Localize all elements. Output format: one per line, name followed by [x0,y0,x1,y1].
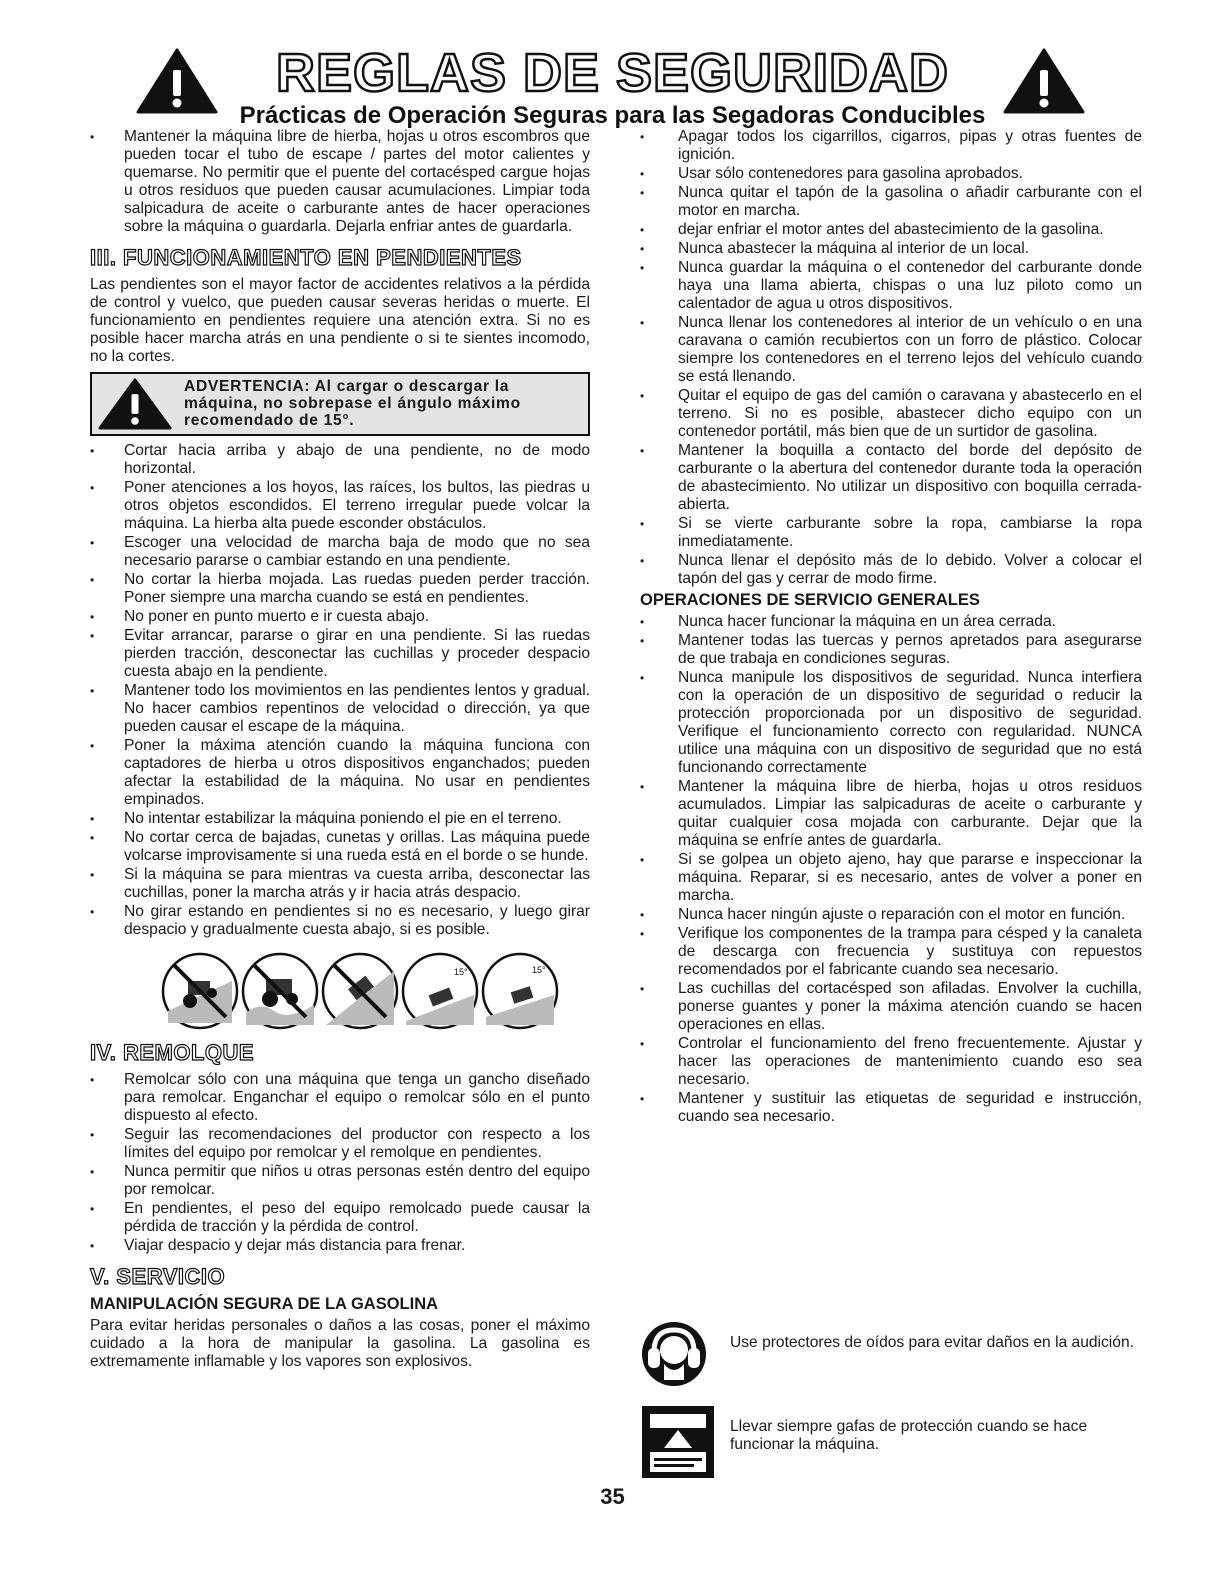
list-item: • Nunca llenar el depósito más de lo debido. Volver a colocar el tapón del gas y cerrar de modo firme. [640,552,1142,588]
warning-triangle-icon [98,378,172,430]
page-number: 35 [600,1484,625,1509]
max-slope-angle-icon [480,951,560,1031]
no-mowing-across-slope-icon [160,951,240,1031]
fuel-bullet-list [640,128,1142,588]
list-item: • Nunca llenar los contenedores al interior de un vehículo o en una caravana o camión recubiertos con un forro de plástico. Colocar siempre los contenedores en el terreno lejos del vehículo cuando se está llenando. [640,314,1142,386]
list-item: • Nunca quitar el tapón de la gasolina o añadir carburante con el motor en marcha. [640,184,1142,220]
list-item: • Evitar arrancar, pararse o girar en una pendiente. Si las ruedas pierden tracción, desconectar las cuchillas y proceder despacio cuesta abajo en la pendiente. [90,627,590,681]
list-item: • Usar sólo contenedores para gasolina aprobados. [640,165,1142,183]
list-item: • No intentar estabilizar la máquina poniendo el pie en el terreno. [90,810,590,828]
list-item: • Remolcar sólo con una máquina que tenga un gancho diseñado para remolcar. Enganchar el equipo o remolcar sólo en el punto dispuesto al efecto. [90,1071,590,1125]
list-item: • Nunca guardar la máquina o el contenedor del carburante donde haya una llama abierta, chispas o una luz piloto como un calentador de agua u otros dispositivos. [640,259,1142,313]
section-heading-towing: IV. REMOLQUE [90,1040,255,1065]
list-item: • Poner atenciones a los hoyos, las raíces, los bultos, las piedras u otros objetos escondidos. El terreno irregular puede volcar la máquina. La hierba alta puede esconder obstáculos. [90,479,590,533]
list-item: • Nunca abastecer la máquina al interior de un local. [640,240,1142,258]
list-item: • Nunca manipule los dispositivos de seguridad. Nunca interfiera con la operación de un dispositivo de seguridad o reducir la protección proporcionada por un dispositivo de seguridad. Verifique el funcionamiento correcto con regularidad. NUNCA utilice una máquina con un dispositivo de seguridad que no está funcionando correctamente [640,669,1142,777]
ear-protection-notice [640,1320,1150,1390]
warning-triangle-icon [1003,48,1085,114]
list-item: • No girar estando en pendientes si no es necesario, y luego girar despacio y gradualmente cuesta abajo, si es posible. [90,903,590,939]
list-item: • Mantener la boquilla a contacto del borde del depósito de carburante o la abertura del contenedor durante toda la operación de abastecimiento. No utilizar un dispositivo con boquilla cerrada-abierta. [640,442,1142,514]
list-item: • Si se golpea un objeto ajeno, hay que pararse e inspeccionar la máquina. Reparar, si es necesario, antes de volver a poner en marcha. [640,851,1142,905]
list-item: • Seguir las recomendaciones del productor con respecto a los límites del equipo por remolcar y el remolque en pendientes. [90,1126,590,1162]
list-item: • Mantener todas las tuercas y pernos apretados para asegurarse de que trabaja en condiciones seguras. [640,632,1142,668]
angle-label: 15° [532,965,546,975]
slope-safety-illustrations [130,951,590,1031]
loading-ramp-angle-icon [400,951,480,1031]
list-item: • Quitar el equipo de gas del camión o caravana y abastecerlo en el terreno. Si no es posible, abastecer dicho equipo con un contenedor portátil, más bien que de un surtidor de gasolina. [640,387,1142,441]
slopes-bullet-list [90,442,590,939]
list-item: • Mantener la máquina libre de hierba, hojas u otros residuos acumulados. Limpiar las salpicaduras de aceite o carburante y quitar cualquier cosa mojada con carburante. Dejar que la máquina se enfríe antes de guardarla. [640,778,1142,850]
angle-label: 15° [454,967,468,977]
subheading-general-service: OPERACIONES DE SERVICIO GENERALES [640,591,980,609]
list-item: • No cortar la hierba mojada. Las ruedas pueden perder tracción. Poner siempre una marcha cuando se está en pendientes. [90,571,590,607]
list-item: • Mantener la máquina libre de hierba, hojas u otros escombros que pueden tocar el tubo de escape / partes del motor calientes y quemarse. No permitir que el puente del cortacésped cargue hojas u otros residuos que pueden causar acumulaciones. Limpiar toda salpicadura de aceite o carburante antes de hacer operaciones sobre la máquina o guardarla. Dejarla enfriar antes de guardarla. [90,128,590,236]
list-item: • Controlar el funcionamiento del freno frecuentemente. Ajustar y hacer las operaciones de mantenimiento cuando eso sea necesario. [640,1035,1142,1089]
warning-text: ADVERTENCIA: Al cargar o descargar la máquina, no sobrepase el ángulo máximo recomendado de 15°. [184,378,521,429]
eye-protection-notice [640,1404,1150,1484]
eye-protection-label-icon [640,1404,716,1480]
subheading-fuel-handling: MANIPULACIÓN SEGURA DE LA GASOLINA [90,1295,439,1313]
intro-bullet-list [90,128,590,236]
ear-protection-text: Use protectores de oídos para evitar daños en la audición. [730,1334,1134,1351]
section-heading-slopes: III. FUNCIONAMIENTO EN PENDIENTES [90,245,522,270]
list-item: • Mantener todo los movimientos en las pendientes lentos y gradual. No hacer cambios repentinos de velocidad o dirección, ya que pueden causar el escape de la máquina. [90,682,590,736]
eye-protection-text: Llevar siempre gafas de protección cuando se hace funcionar la máquina. [730,1418,1088,1453]
list-item: • Verifique los componentes de la trampa para césped y la canaleta de descarga con frecuencia y sustituya con repuestos recomendados por el fabricante cuando sea necesario. [640,925,1142,979]
list-item: • Cortar hacia arriba y abajo de una pendiente, no de modo horizontal. [90,442,590,478]
no-rough-terrain-icon [240,951,320,1031]
list-item: • Nunca hacer ningún ajuste o reparación con el motor en función. [640,906,1142,924]
right-column [640,128,1142,1127]
page-subtitle: Prácticas de Operación Seguras para las Segadoras Conducibles [239,102,986,129]
list-item: • Poner la máxima atención cuando la máquina funciona con captadores de hierba u otros dispositivos enganchados; pueden afectar la estabilidad de la máquina. No usar en pendientes empinados. [90,737,590,809]
service-bullet-list [640,613,1142,1126]
slopes-intro: Las pendientes son el mayor factor de accidentes relativos a la pérdida de control y vuelco, que pueden causar severas heridas o muerte. El funcionamiento en pendientes requiere una atención extra. Si no es posible hacer marcha atrás en una pendiente o si te sientes incomodo, no la cortes. [90,276,590,365]
list-item: • Mantener y sustituir las etiquetas de seguridad e instrucción, cuando sea necesario. [640,1090,1142,1126]
section-heading-service: V. SERVICIO [90,1264,226,1289]
list-item: • Apagar todos los cigarrillos, cigarros, pipas y otras fuentes de ignición. [640,128,1142,164]
list-item: • dejar enfriar el motor antes del abastecimiento de la gasolina. [640,221,1142,239]
list-item: • No cortar cerca de bajadas, cunetas y orillas. Las máquina puede volcarse improvisamente si una rueda está en el borde o se hunde. [90,829,590,865]
left-column [90,128,590,1375]
ear-protection-icon [640,1320,708,1388]
list-item: • Escoger una velocidad de marcha baja de modo que no sea necesario pararse o cambiar estando en una pendiente. [90,534,590,570]
page-header [0,40,1225,135]
list-item: • Nunca hacer funcionar la máquina en un área cerrada. [640,613,1142,631]
list-item: • No poner en punto muerto e ir cuesta abajo. [90,608,590,626]
list-item: • Viajar despacio y dejar más distancia para frenar. [90,1237,590,1255]
list-item: • Si la máquina se para mientras va cuesta arriba, desconectar las cuchillas, poner la marcha atrás y ir hacia atrás despacio. [90,866,590,902]
no-steep-slope-icon [320,951,400,1031]
list-item: • Si se vierte carburante sobre la ropa, cambiarse la ropa inmediatamente. [640,515,1142,551]
list-item: • Las cuchillas del cortacésped son afiladas. Envolver la cuchilla, ponerse guantes y poner la máxima atención cuando se hacen operaciones en ellas. [640,980,1142,1034]
list-item: • En pendientes, el peso del equipo remolcado puede causar la pérdida de tracción y la pérdida de control. [90,1200,590,1236]
page-title: REGLAS DE SEGURIDAD [275,43,950,103]
towing-bullet-list [90,1071,590,1255]
fuel-handling-intro: Para evitar heridas personales o daños a las cosas, poner el máximo cuidado a la hora de manipular la gasolina. La gasolina es extremamente inflamable y los vapores son explosivos. [90,1317,590,1370]
warning-box [90,372,590,436]
list-item: • Nunca permitir que niños u otras personas estén dentro del equipo por remolcar. [90,1163,590,1199]
